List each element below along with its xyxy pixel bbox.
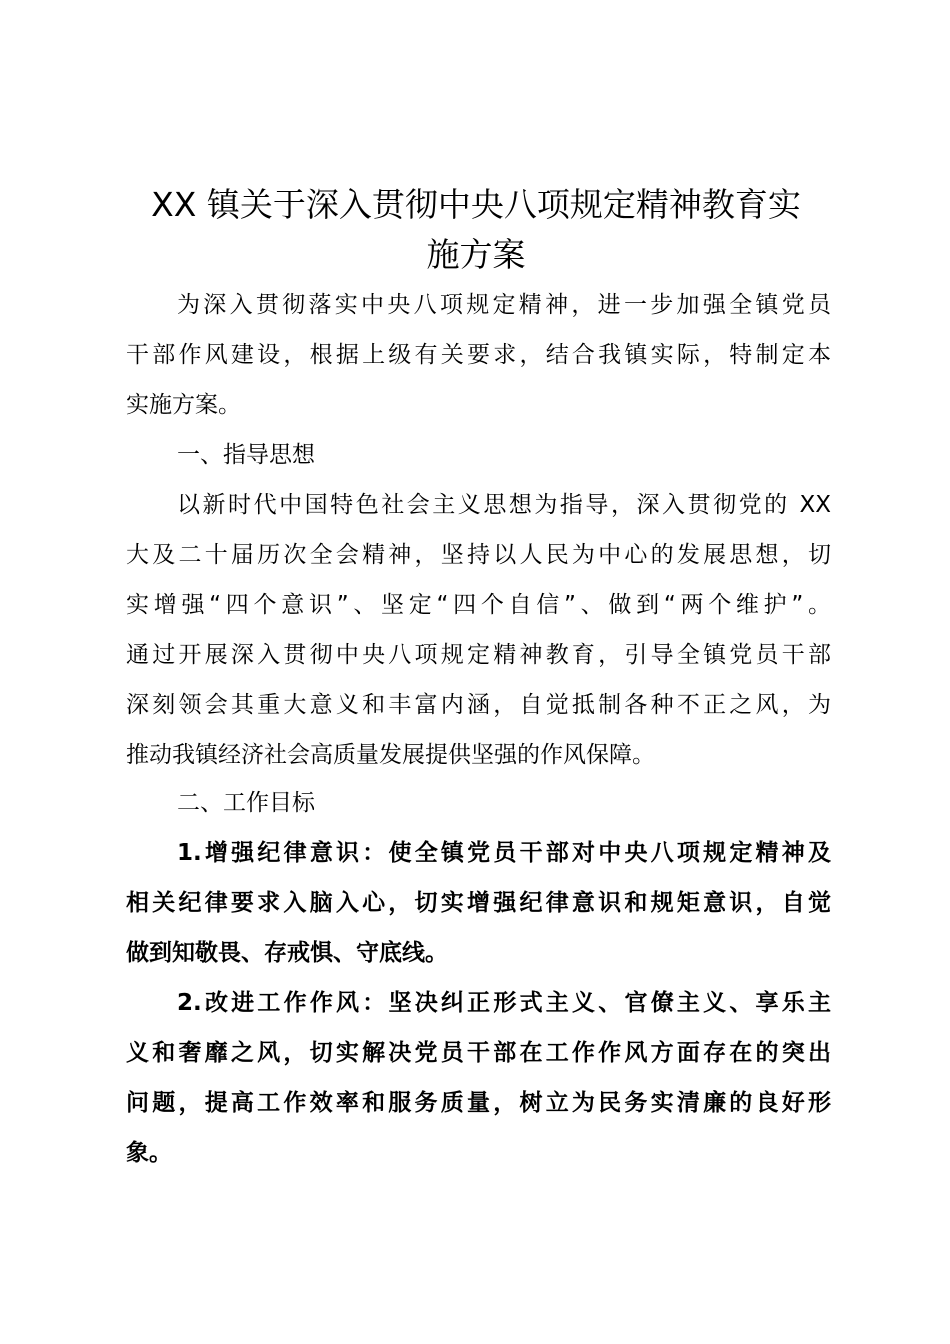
paragraph-line: 相关纪律要求入脑入心，切实增强纪律意识和规矩意识，自觉 bbox=[126, 890, 831, 916]
paragraph-line: 象。 bbox=[126, 1140, 172, 1166]
guiding-ideology-paragraph bbox=[126, 480, 831, 780]
paragraph-line: 2.改进工作作风：坚决纠正形式主义、官僚主义、享乐主 bbox=[177, 990, 831, 1016]
paragraph-line: 以新时代中国特色社会主义思想为指导，深入贯彻党的 XX bbox=[177, 492, 831, 518]
title-line: 施方案 bbox=[426, 235, 526, 274]
paragraph-line: 义和奢靡之风，切实解决党员干部在工作作风方面存在的突出 bbox=[126, 1040, 831, 1066]
paragraph-line: 做到知敬畏、存戒惧、守底线。 bbox=[126, 940, 448, 966]
goal-1-paragraph bbox=[126, 828, 831, 978]
paragraph-line: 推动我镇经济社会高质量发展提供坚强的作风保障。 bbox=[126, 742, 655, 768]
paragraph-line: 大及二十届历次全会精神，坚持以人民为中心的发展思想，切 bbox=[126, 542, 831, 568]
paragraph-line: 实施方案。 bbox=[126, 392, 241, 418]
paragraph-line: 1.增强纪律意识：使全镇党员干部对中央八项规定精神及 bbox=[177, 840, 831, 866]
paragraph-line: 实增强“四个意识”、坚定“四个自信”、做到“两个维护”。 bbox=[126, 592, 831, 618]
intro-paragraph bbox=[126, 280, 831, 430]
section-heading-guiding-ideology bbox=[126, 430, 831, 480]
paragraph-line: 干部作风建设，根据上级有关要求，结合我镇实际，特制定本 bbox=[126, 342, 831, 368]
paragraph-line: 问题，提高工作效率和服务质量，树立为民务实清廉的良好形 bbox=[126, 1090, 831, 1116]
section-heading-text: 二、工作目标 bbox=[177, 790, 315, 816]
goal-2-paragraph bbox=[126, 978, 831, 1178]
section-heading-work-goals bbox=[126, 778, 831, 828]
document-title bbox=[126, 180, 826, 280]
paragraph-line: 深刻领会其重大意义和丰富内涵，自觉抵制各种不正之风，为 bbox=[126, 692, 831, 718]
title-line: XX 镇关于深入贯彻中央八项规定精神教育实 bbox=[151, 185, 801, 224]
paragraph-line: 通过开展深入贯彻中央八项规定精神教育，引导全镇党员干部 bbox=[126, 642, 831, 668]
section-heading-text: 一、指导思想 bbox=[177, 442, 315, 468]
paragraph-line: 为深入贯彻落实中央八项规定精神，进一步加强全镇党员 bbox=[177, 292, 831, 318]
